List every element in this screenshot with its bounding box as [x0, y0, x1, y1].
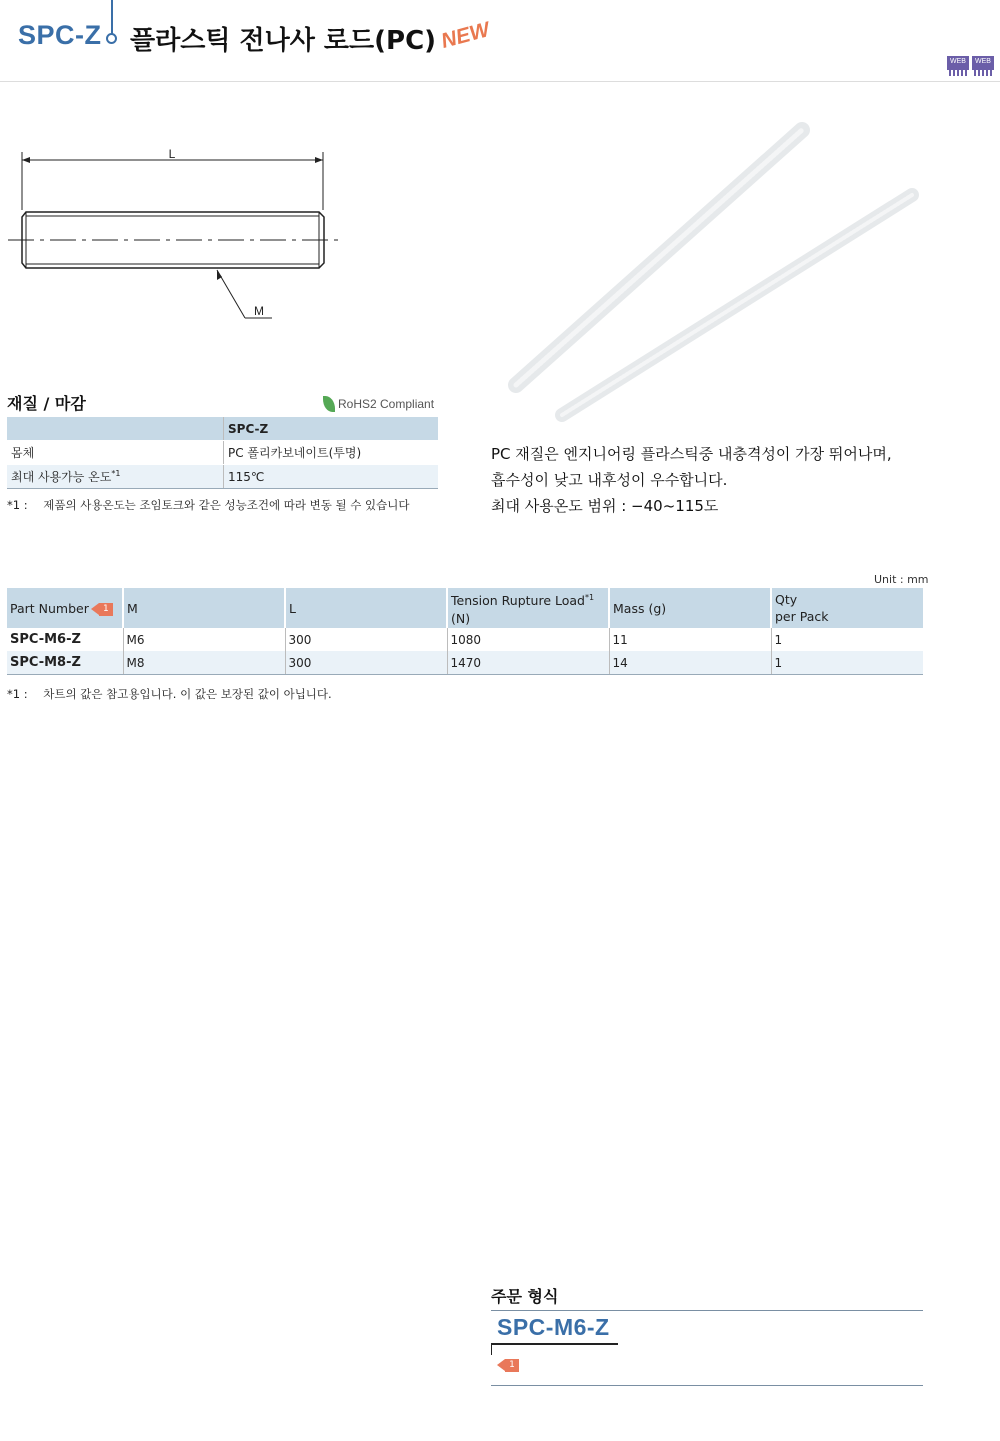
header-part-number — [7, 588, 123, 628]
description-line: PC 재질은 엔지니어링 플라스틱중 내충격성이 가장 뛰어나며, — [491, 445, 892, 463]
tension-cell: 1080 — [447, 628, 609, 651]
header-qty-line2: per Pack — [775, 609, 829, 624]
header-qty-line1: Qty — [775, 592, 798, 607]
header-part-number-text: Part Number — [10, 600, 89, 616]
material-label: 몸체 — [7, 441, 224, 465]
dim-arrow-left — [22, 157, 30, 163]
leader-arrow-m — [217, 270, 222, 280]
header-tension-unit: (N) — [451, 610, 471, 626]
product-photo — [490, 110, 930, 440]
material-table — [7, 417, 438, 489]
mass-cell: 11 — [609, 628, 771, 651]
dim-label-l: L — [168, 147, 176, 161]
order-example-code: SPC-M6-Z — [497, 1314, 610, 1340]
rohs-label — [323, 396, 434, 412]
header-rule — [0, 81, 1000, 82]
note-text: 제품의 사용온도는 조임토크와 같은 성능조건에 따라 변동 될 수 있습니다 — [43, 498, 410, 512]
order-rule-bottom — [491, 1385, 923, 1386]
leaf-icon — [323, 396, 335, 412]
dim-arrow-right — [315, 157, 323, 163]
material-label-text: 최대 사용가능 온도 — [11, 470, 112, 484]
header-tension — [447, 588, 609, 628]
web-badge-icon[interactable]: WEB — [972, 56, 994, 76]
note-text: 차트의 값은 참고용입니다. 이 값은 보장된 값이 아닙니다. — [43, 687, 332, 701]
qty-cell: 1 — [771, 651, 923, 675]
part-number-cell[interactable]: SPC-M6-Z — [7, 628, 123, 651]
header-qty — [771, 588, 923, 628]
table-row — [7, 465, 438, 489]
header-mass: Mass (g) — [609, 588, 771, 628]
marker-icon: 1 — [91, 603, 113, 616]
description-line: 최대 사용온도 범위 : −40~115도 — [491, 497, 719, 515]
order-rule-top — [491, 1310, 923, 1311]
page-title: 플라스틱 전나사 로드(PC) — [130, 26, 437, 56]
description-line: 흡수성이 낮고 내후성이 우수합니다. — [491, 471, 728, 489]
spec-note — [7, 686, 332, 702]
l-cell: 300 — [285, 651, 447, 675]
footnote-mark: *1 — [584, 593, 595, 603]
m-cell: M6 — [123, 628, 285, 651]
l-cell: 300 — [285, 628, 447, 651]
product-code: SPC-Z — [18, 20, 102, 50]
spec-table — [7, 588, 923, 675]
m-cell: M8 — [123, 651, 285, 675]
material-value: PC 폴리카보네이트(투명) — [224, 441, 439, 465]
web-badge-icon[interactable]: WEB — [947, 56, 969, 76]
header-m: M — [123, 588, 285, 628]
material-note — [7, 497, 409, 513]
note-mark: *1 : — [7, 687, 28, 701]
header-divider — [111, 0, 113, 34]
table-row — [7, 441, 438, 465]
order-section-title: 주문 형식 — [491, 1287, 559, 1306]
order-code-tick — [491, 1343, 492, 1355]
material-label — [7, 465, 224, 489]
unit-label: Unit : mm — [874, 573, 929, 586]
part-number-cell[interactable]: SPC-M8-Z — [7, 651, 123, 675]
material-header-blank — [7, 417, 224, 441]
material-value: 115℃ — [224, 465, 439, 489]
tension-cell: 1470 — [447, 651, 609, 675]
new-badge: NEW — [438, 18, 493, 53]
order-code-underline — [491, 1343, 618, 1345]
mass-cell: 14 — [609, 651, 771, 675]
footnote-mark: *1 — [111, 469, 121, 478]
material-section-title: 재질 / 마감 — [7, 394, 86, 413]
header-tension-text: Tension Rupture Load — [451, 593, 585, 609]
header-l: L — [285, 588, 447, 628]
rohs-text: RoHS2 Compliant — [338, 397, 435, 411]
marker-icon: 1 — [497, 1359, 519, 1372]
technical-drawing — [0, 140, 350, 330]
qty-cell: 1 — [774, 632, 783, 647]
dim-label-m: M — [254, 304, 264, 318]
table-row — [7, 628, 923, 651]
note-mark: *1 : — [7, 498, 28, 512]
spec-header-row — [7, 588, 923, 628]
table-row — [7, 651, 923, 675]
header-divider-dot — [106, 33, 117, 44]
material-header-spcz: SPC-Z — [224, 417, 439, 441]
